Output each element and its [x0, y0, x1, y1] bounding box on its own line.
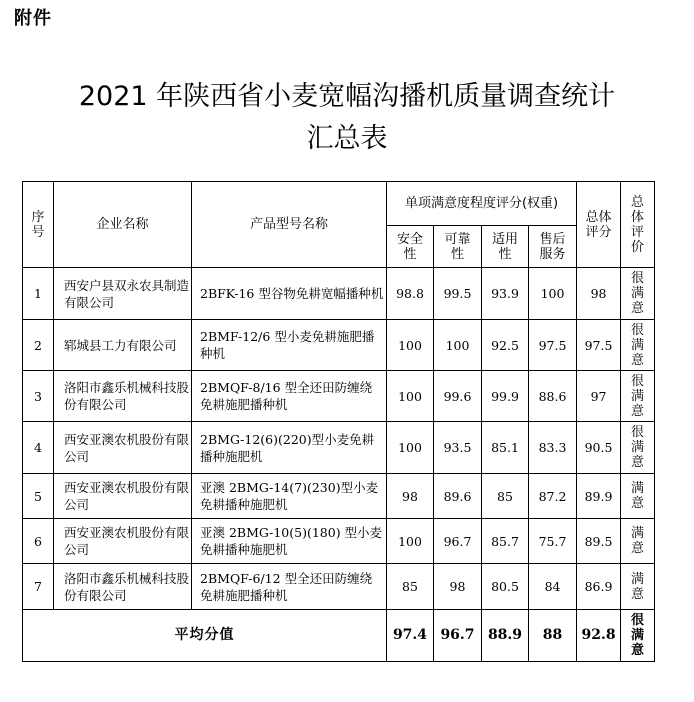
cell-company: 西安亚澳农机股份有限公司: [54, 519, 192, 564]
cell-reliability: 93.5: [434, 422, 482, 474]
cell-safety: 85: [387, 564, 434, 610]
cell-company: 洛阳市鑫乐机械科技股份有限公司: [54, 564, 192, 610]
cell-after-sales: 75.7: [529, 519, 577, 564]
table-row: [23, 564, 655, 610]
cell-company: 郓城县工力有限公司: [54, 320, 192, 371]
cell-reliability: 99.6: [434, 371, 482, 422]
cell-product: 2BMQF-8/16 型全还田防缠绕免耕施肥播种机: [192, 371, 387, 422]
cell-rating: 满意: [621, 474, 655, 519]
cell-rating: 很满意: [621, 422, 655, 474]
header-reliability: 可靠性: [434, 226, 482, 268]
cell-safety: 100: [387, 320, 434, 371]
cell-overall-score: 89.5: [577, 519, 621, 564]
table-row: [23, 474, 655, 519]
avg-rating: 很满意: [621, 610, 655, 662]
header-safety: 安全性: [387, 226, 434, 268]
cell-company: 洛阳市鑫乐机械科技股份有限公司: [54, 371, 192, 422]
cell-company: 西安亚澳农机股份有限公司: [54, 422, 192, 474]
header-overall-score: 总体评分: [577, 182, 621, 268]
cell-applicability: 85.1: [482, 422, 529, 474]
cell-rating: 很满意: [621, 371, 655, 422]
avg-overall-score: 92.8: [577, 610, 621, 662]
cell-safety: 100: [387, 422, 434, 474]
header-product: 产品型号名称: [192, 182, 387, 268]
avg-safety: 97.4: [387, 610, 434, 662]
cell-company: 西安亚澳农机股份有限公司: [54, 474, 192, 519]
cell-seq: 4: [23, 422, 54, 474]
cell-product: 亚澳 2BMG-10(5)(180) 型小麦免耕播种施肥机: [192, 519, 387, 564]
table-row: [23, 371, 655, 422]
cell-safety: 98: [387, 474, 434, 519]
cell-after-sales: 87.2: [529, 474, 577, 519]
cell-seq: 3: [23, 371, 54, 422]
table-row: [23, 268, 655, 320]
header-overall-rating: 总体评价: [621, 182, 655, 268]
cell-after-sales: 100: [529, 268, 577, 320]
table-row: [23, 519, 655, 564]
table-row: [23, 320, 655, 371]
cell-reliability: 100: [434, 320, 482, 371]
cell-after-sales: 97.5: [529, 320, 577, 371]
cell-applicability: 92.5: [482, 320, 529, 371]
cell-overall-score: 89.9: [577, 474, 621, 519]
page-title-line2: 汇总表: [306, 123, 388, 154]
cell-applicability: 80.5: [482, 564, 529, 610]
cell-product: 亚澳 2BMG-14(7)(230)型小麦免耕播种施肥机: [192, 474, 387, 519]
cell-safety: 98.8: [387, 268, 434, 320]
header-company: 企业名称: [54, 182, 192, 268]
header-satisfaction-group: 单项满意度程度评分(权重): [387, 182, 577, 226]
header-after-sales: 售后服务: [529, 226, 577, 268]
avg-reliability: 96.7: [434, 610, 482, 662]
cell-reliability: 96.7: [434, 519, 482, 564]
survey-summary-table: [22, 181, 655, 662]
table-row: [23, 422, 655, 474]
average-label: 平均分值: [23, 610, 387, 662]
cell-after-sales: 84: [529, 564, 577, 610]
cell-seq: 2: [23, 320, 54, 371]
avg-applicability: 88.9: [482, 610, 529, 662]
cell-overall-score: 98: [577, 268, 621, 320]
cell-product: 2BMG-12(6)(220)型小麦免耕播种施肥机: [192, 422, 387, 474]
cell-after-sales: 83.3: [529, 422, 577, 474]
cell-applicability: 85: [482, 474, 529, 519]
cell-applicability: 93.9: [482, 268, 529, 320]
header-seq: 序号: [23, 182, 54, 268]
cell-applicability: 99.9: [482, 371, 529, 422]
cell-after-sales: 88.6: [529, 371, 577, 422]
cell-company: 西安户县双永农具制造有限公司: [54, 268, 192, 320]
cell-applicability: 85.7: [482, 519, 529, 564]
cell-rating: 满意: [621, 564, 655, 610]
cell-overall-score: 97.5: [577, 320, 621, 371]
cell-seq: 5: [23, 474, 54, 519]
attachment-label: 附件: [14, 8, 52, 29]
cell-overall-score: 97: [577, 371, 621, 422]
cell-reliability: 89.6: [434, 474, 482, 519]
avg-after-sales: 88: [529, 610, 577, 662]
cell-seq: 6: [23, 519, 54, 564]
cell-safety: 100: [387, 519, 434, 564]
cell-reliability: 98: [434, 564, 482, 610]
average-row: [23, 610, 655, 662]
header-applicability: 适用性: [482, 226, 529, 268]
cell-rating: 满意: [621, 519, 655, 564]
page-title: 2021 年陕西省小麦宽幅沟播机质量调查统计: [78, 81, 616, 112]
cell-overall-score: 90.5: [577, 422, 621, 474]
cell-reliability: 99.5: [434, 268, 482, 320]
cell-product: 2BMQF-6/12 型全还田防缠绕免耕施肥播种机: [192, 564, 387, 610]
cell-seq: 7: [23, 564, 54, 610]
cell-overall-score: 86.9: [577, 564, 621, 610]
cell-seq: 1: [23, 268, 54, 320]
cell-rating: 很满意: [621, 268, 655, 320]
cell-product: 2BFK-16 型谷物免耕宽幅播种机: [192, 268, 387, 320]
cell-safety: 100: [387, 371, 434, 422]
cell-product: 2BMF-12/6 型小麦免耕施肥播种机: [192, 320, 387, 371]
cell-rating: 很满意: [621, 320, 655, 371]
